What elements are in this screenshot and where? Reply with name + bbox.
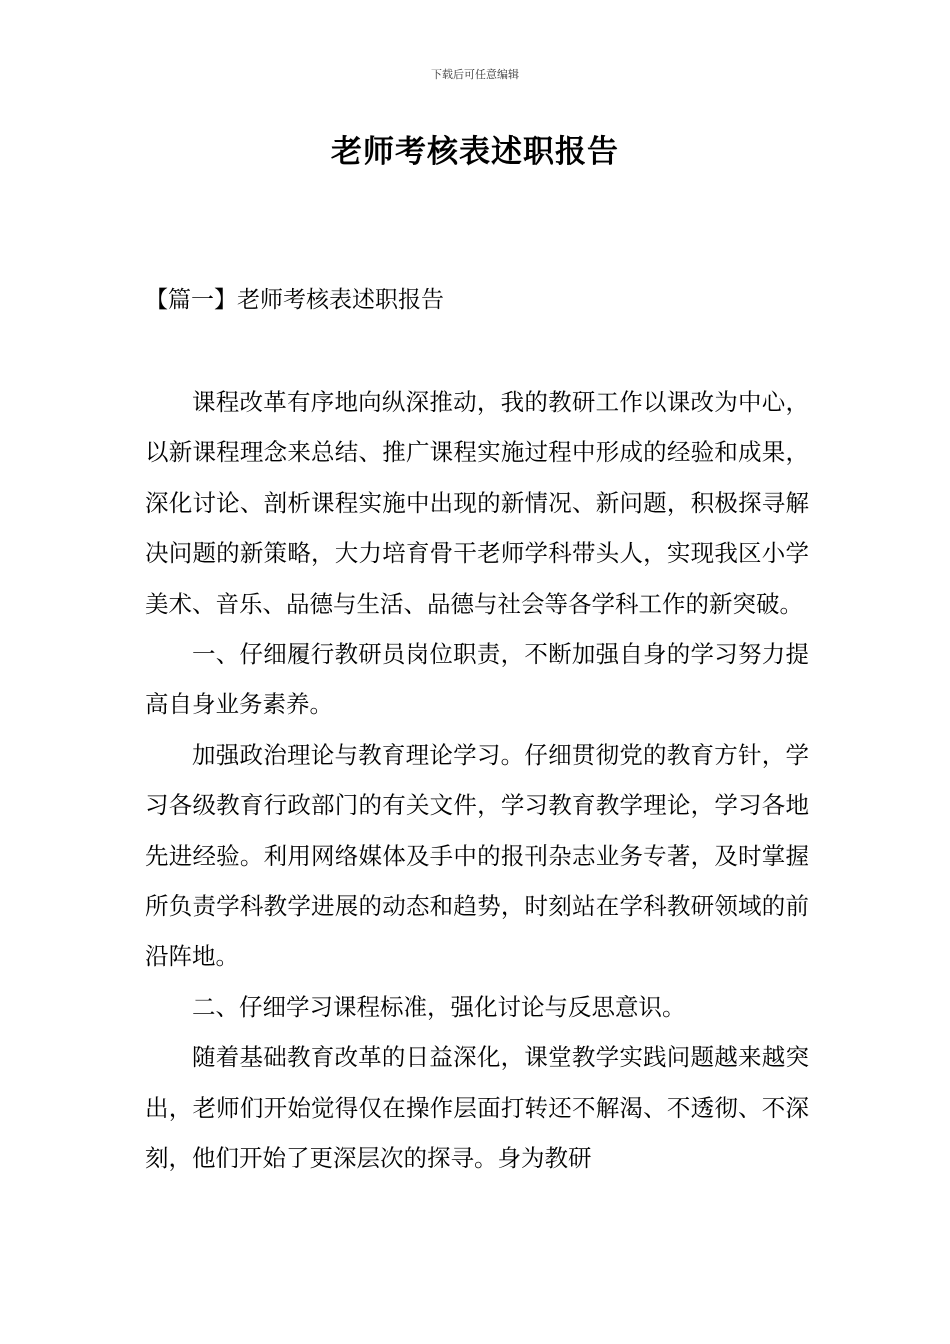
document-body [145, 377, 809, 1184]
section-heading: 【篇一】老师考核表述职报告 [145, 287, 444, 313]
document-title: 老师考核表述职报告 [331, 134, 619, 170]
paragraph-4: 二、仔细学习课程标准，强化讨论与反思意识。 [192, 992, 686, 1021]
paragraph-1: 课程改革有序地向纵深推动，我的教研工作以课改为中心，以新课程理念来总结、推广课程实施过程中形成的经验和成果，深化讨论、剖析课程实施中出现的新情况、新问题，积极探寻解决问题的新策略，大力培育骨干老师学科带头人，实现我区小学美术、音乐、品德与生活、品德与社会等各学科工作的新突破。 [145, 388, 809, 618]
paragraph-5: 随着基础教育改革的日益深化，课堂教学实践问题越来越突出，老师们开始觉得仅在操作层面打转还不解渴、不透彻、不深刻，他们开始了更深层次的探寻。身为教研 [145, 1043, 809, 1173]
paragraph-3: 加强政治理论与教育理论学习。仔细贯彻党的教育方针，学习各级教育行政部门的有关文件，学习教育教学理论，学习各地先进经验。利用网络媒体及手中的报刊杂志业务专著，及时掌握所负责学科教学进展的动态和趋势，时刻站在学科教研领域的前沿阵地。 [145, 740, 809, 971]
paragraph-2: 一、仔细履行教研员岗位职责，不断加强自身的学习努力提高自身业务素养。 [145, 640, 809, 719]
header-note: 下载后可任意编辑 [431, 68, 519, 81]
